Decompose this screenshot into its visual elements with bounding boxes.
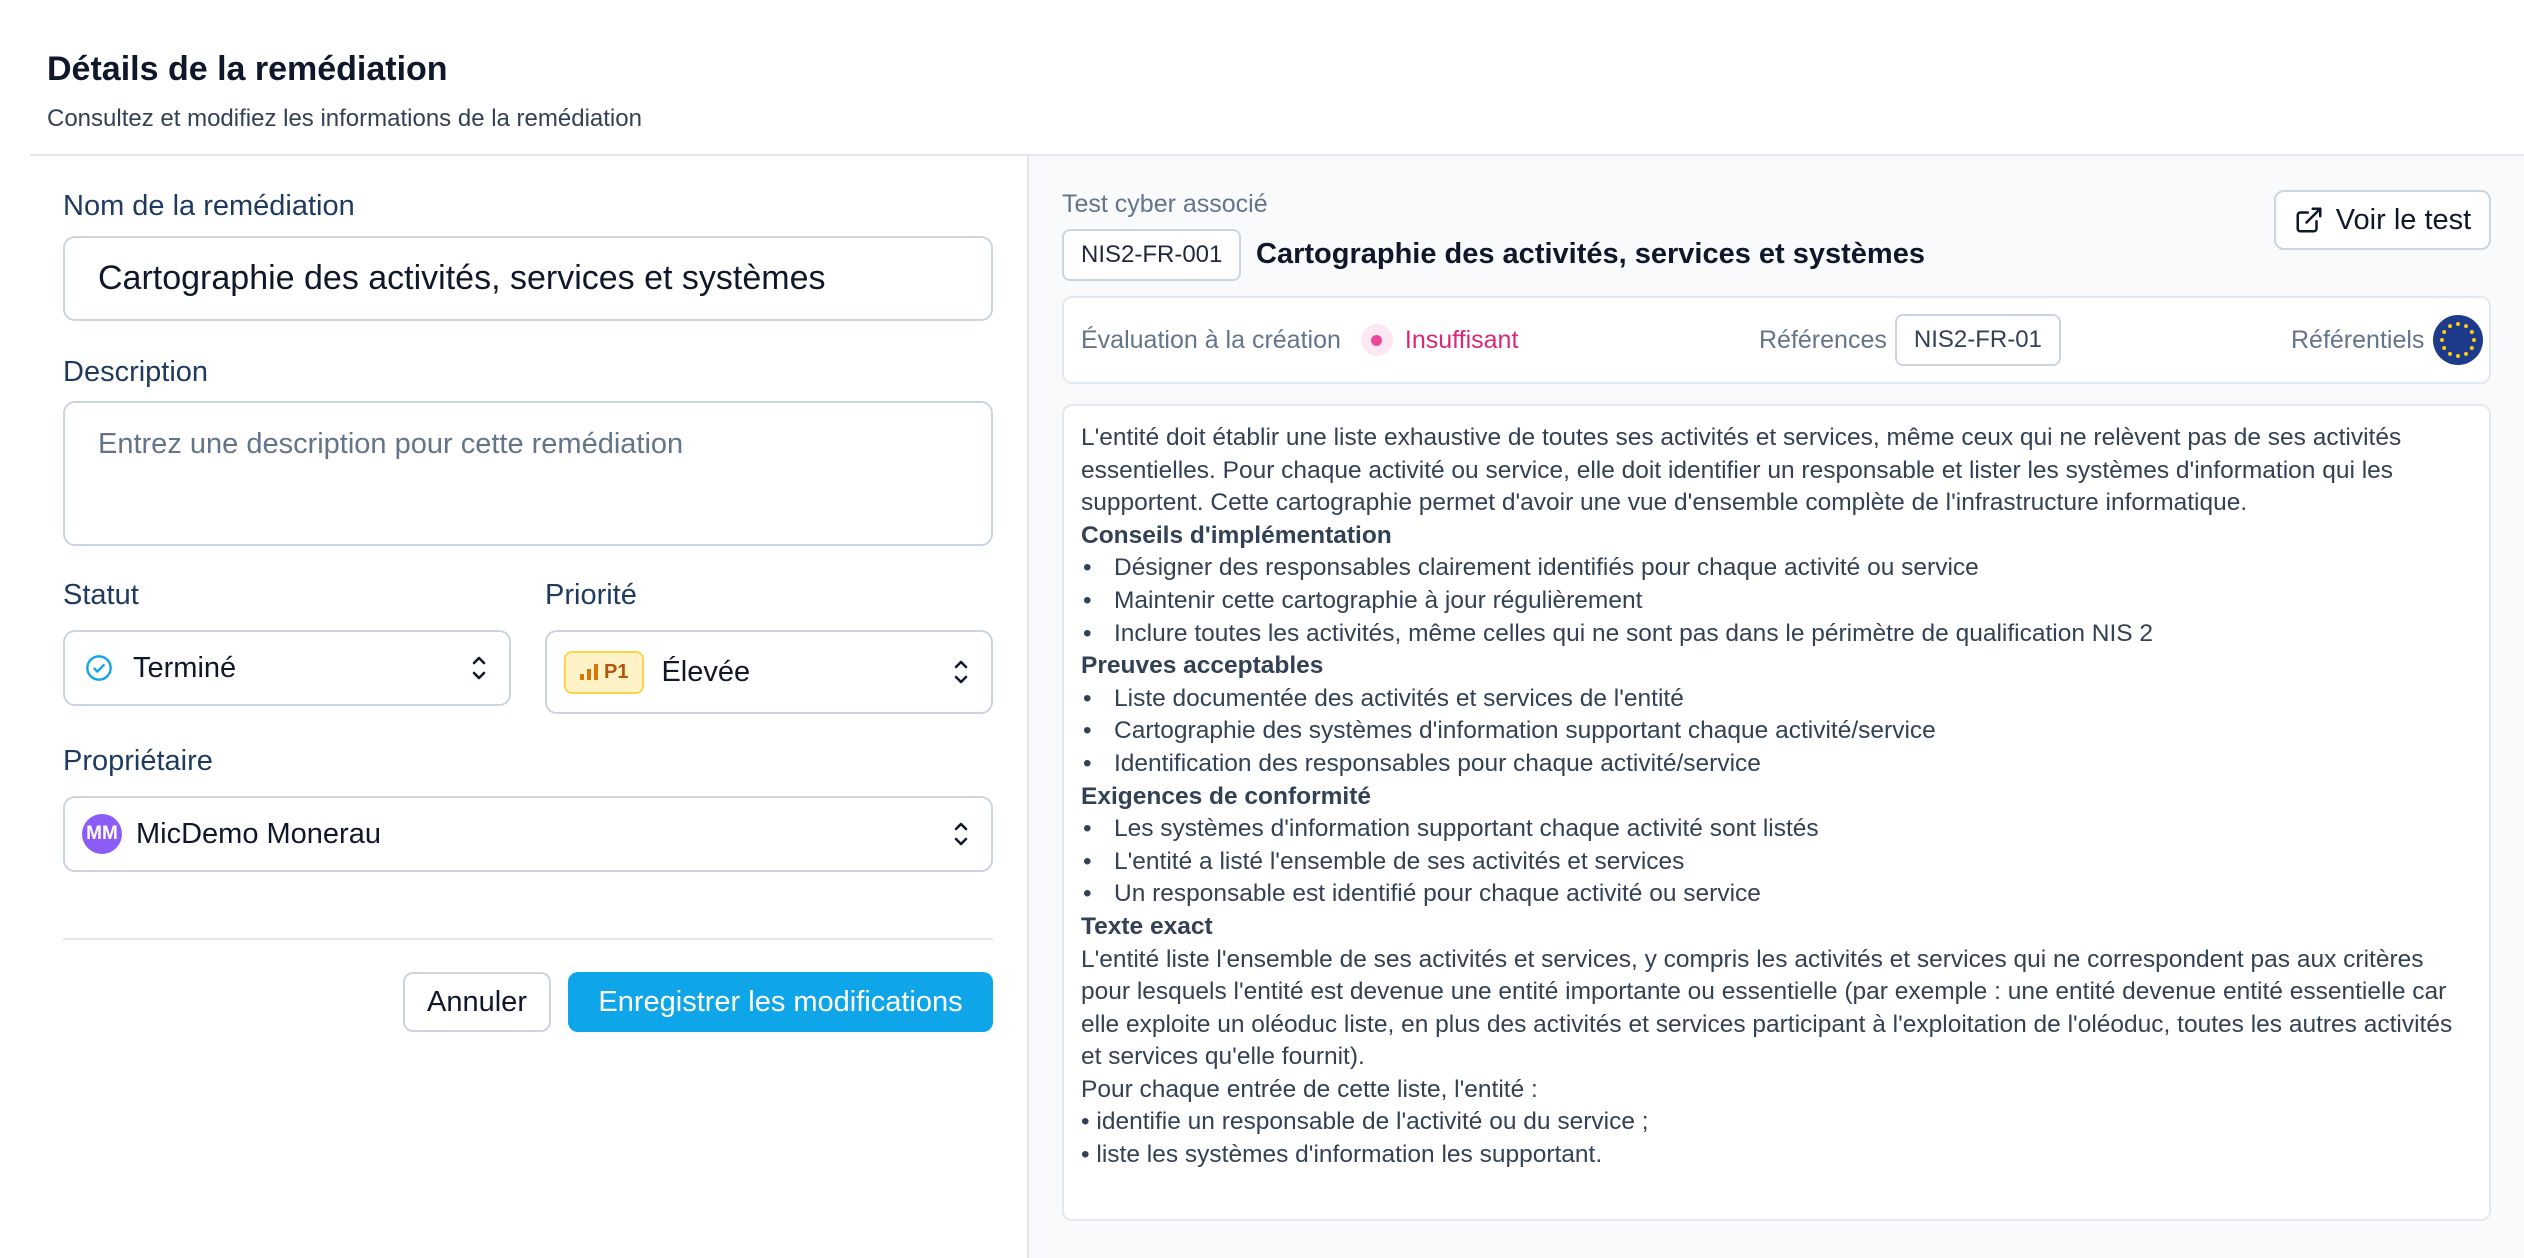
avatar: MM	[82, 814, 122, 854]
frameworks-label: Référentiels	[2291, 325, 2425, 354]
requirements-list	[1081, 813, 2472, 911]
owner-label: Propriétaire	[63, 745, 213, 777]
proofs-title: Preuves acceptables	[1081, 652, 1324, 680]
owner-value: MicDemo Monerau	[136, 817, 381, 850]
priority-badge	[564, 651, 644, 694]
associated-test-panel	[1027, 156, 2524, 1258]
save-button[interactable]: Enregistrer les modifications	[568, 972, 993, 1032]
exact-text-paragraph: L'entité liste l'ensemble de ses activités et services, y compris les activités et services qui ne correspondent pas aux critères pour lesquels l'entité est devenue une entité importante ou essentielle (par exemple : une entité devenue entité essentielle car elle exploite un oléoduc liste, en plus des activités et services participant à l'exploitation de l'oléoduc, toutes les autres activités et services qu'elle fournit).	[1081, 945, 2453, 1071]
exact-text-line: • liste les systèmes d'information les supportant.	[1081, 1141, 1603, 1169]
list-item: • L'entité a listé l'ensemble de ses activités et services	[1081, 846, 2472, 879]
description-label: Description	[63, 356, 209, 388]
status-label: Statut	[63, 579, 139, 611]
name-input[interactable]	[63, 236, 993, 321]
eu-star	[2448, 352, 2452, 356]
eu-flag-icon	[2432, 314, 2484, 366]
view-test-button[interactable]	[2274, 190, 2491, 250]
frameworks-item	[2291, 298, 2484, 382]
proofs-list	[1081, 683, 2472, 781]
list-item: • Liste documentée des activités et services de l'entité	[1081, 683, 2472, 716]
chevrons-up-down-icon	[953, 658, 969, 686]
evaluation-label: Évaluation à la création	[1081, 325, 1341, 354]
external-link-icon	[2294, 205, 2324, 235]
view-test-label: Voir le test	[2335, 203, 2472, 236]
priority-select[interactable]	[545, 630, 993, 714]
form-divider	[63, 938, 993, 940]
test-info-bar	[1062, 296, 2491, 384]
eu-star	[2464, 352, 2468, 356]
impl-title: Conseils d'implémentation	[1081, 521, 1392, 549]
list-item: • Un responsable est identifié pour chaque activité ou service	[1081, 878, 2472, 911]
test-description	[1062, 404, 2491, 1221]
name-label: Nom de la remédiation	[63, 190, 355, 222]
priority-value: Élevée	[661, 655, 751, 688]
eu-star	[2464, 324, 2468, 328]
eu-star	[2443, 330, 2447, 334]
test-intro: L'entité doit établir une liste exhaustive de toutes ses activités et services, même ceux qui ne relèvent pas de ses activités essentielles. Pour chaque activité ou service, elle doit identifier un responsable et lister les systèmes d'information qui les supportent. Cette cartographie permet d'avoir une vue d'ensemble complète de l'infrastructure informatique.	[1081, 424, 2402, 517]
test-title: Cartographie des activités, services et systèmes	[1256, 238, 1925, 270]
priority-label: Priorité	[545, 579, 637, 611]
chevrons-up-down-icon	[471, 654, 487, 682]
eu-star	[2470, 346, 2474, 350]
eu-star	[2448, 324, 2452, 328]
status-value: Terminé	[133, 651, 237, 684]
evaluation-value: Insuffisant	[1404, 325, 1519, 354]
list-item: • Inclure toutes les activités, même celles qui ne sont pas dans le périmètre de qualification NIS 2	[1081, 618, 2472, 651]
references-label: Références	[1759, 325, 1887, 354]
test-section-label: Test cyber associé	[1062, 190, 1268, 218]
remediation-form	[0, 156, 1027, 1258]
eu-star	[2440, 338, 2444, 342]
dialog-subtitle: Consultez et modifiez les informations de la remédiation	[47, 105, 642, 132]
exact-text-line: • identifie un responsable de l'activité ou du service ;	[1081, 1108, 1649, 1136]
cancel-button[interactable]: Annuler	[403, 972, 551, 1032]
eu-star	[2456, 354, 2460, 358]
requirements-title: Exigences de conformité	[1081, 782, 1372, 810]
eu-star	[2443, 346, 2447, 350]
test-id-chip: NIS2-FR-001	[1062, 229, 1241, 281]
signal-bars-icon	[580, 664, 598, 680]
list-item: • Cartographie des systèmes d'information supportant chaque activité/service	[1081, 715, 2472, 748]
eu-star	[2470, 330, 2474, 334]
exact-text-line: Pour chaque entrée de cette liste, l'entité :	[1081, 1075, 1538, 1103]
description-placeholder: Entrez une description pour cette remédiation	[98, 428, 684, 460]
reference-chip: NIS2-FR-01	[1895, 314, 2061, 366]
list-item: • Désigner des responsables clairement identifiés pour chaque activité ou service	[1081, 552, 2472, 585]
list-item: • Identification des responsables pour chaque activité/service	[1081, 748, 2472, 781]
eu-star	[2456, 322, 2460, 326]
name-value: Cartographie des activités, services et systèmes	[98, 259, 826, 297]
chevrons-up-down-icon	[953, 820, 969, 848]
owner-select[interactable]	[63, 796, 993, 872]
check-circle-icon	[85, 654, 113, 682]
dialog-title: Détails de la remédiation	[47, 50, 448, 88]
impl-list	[1081, 552, 2472, 650]
status-select[interactable]	[63, 630, 511, 706]
evaluation-item	[1081, 298, 1518, 382]
dialog-header	[47, 50, 642, 133]
priority-badge-label: P1	[604, 660, 629, 683]
description-input[interactable]	[63, 401, 993, 546]
exact-text-title: Texte exact	[1081, 912, 1213, 940]
list-item: • Maintenir cette cartographie à jour régulièrement	[1081, 585, 2472, 618]
list-item: • Les systèmes d'information supportant chaque activité sont listés	[1081, 813, 2472, 846]
references-item	[1759, 298, 2061, 382]
eu-star	[2472, 338, 2476, 342]
status-dot-icon	[1361, 324, 1393, 356]
